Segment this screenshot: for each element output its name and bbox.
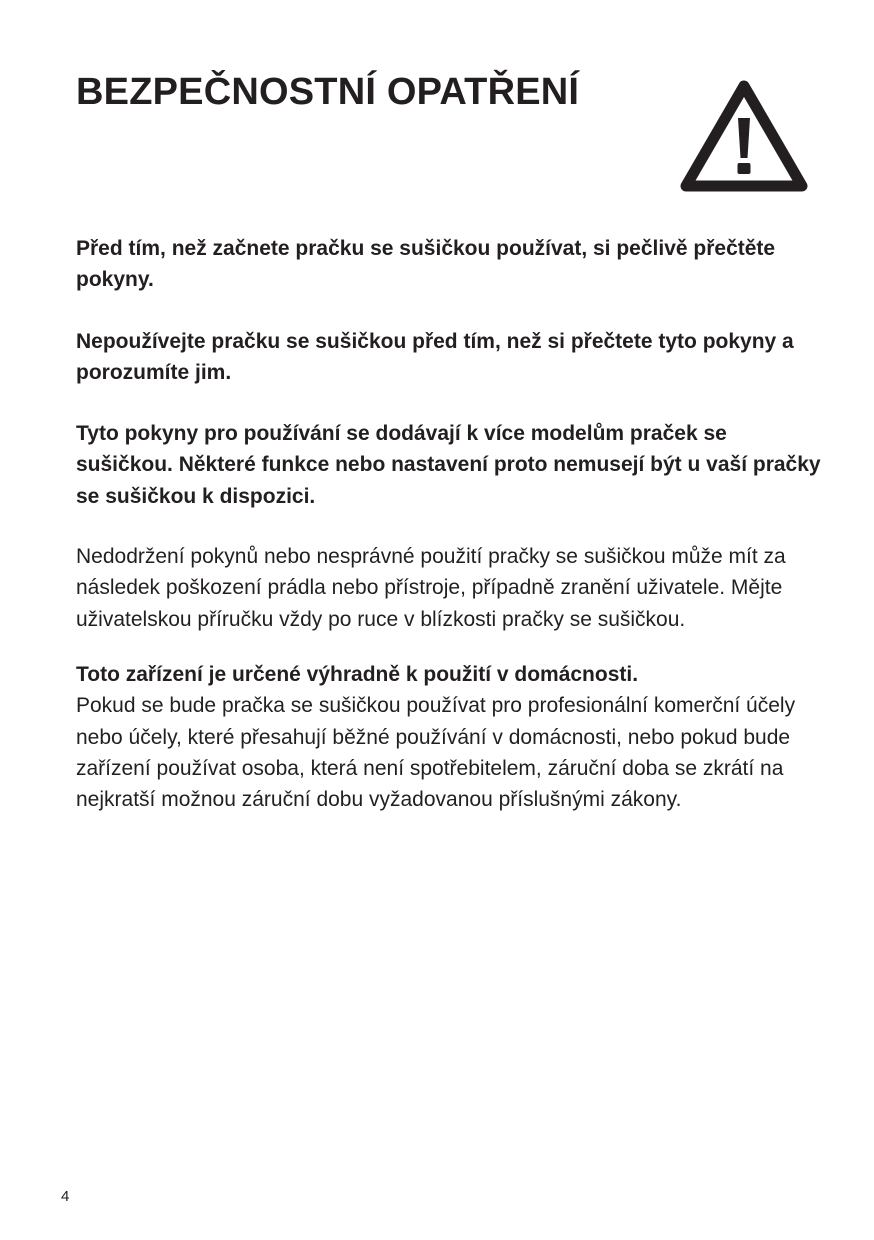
- body-content: [76, 233, 821, 815]
- household-body: Pokud se bude pračka se sušičkou používat pro profesionální komerční účely nebo účely, které přesahují běžné používání v domácnosti, nebo pokud bude zařízení používat osoba, která není spotřebitelem, záruční doba se zkrátí na nejkratší možnou záruční dobu vyžadovanou příslušnými zákony.: [76, 694, 796, 812]
- page-number: 4: [61, 1188, 70, 1205]
- paragraph-do-not-use: Nepoužívejte pračku se sušičkou před tím, než si přečtete tyto pokyny a porozumíte jim.: [76, 329, 794, 384]
- paragraph-noncompliance: Nedodržení pokynů nebo nesprávné použití pračky se sušičkou může mít za následek poškození prádla nebo přístroje, případně zranění uživatele. Mějte uživatelskou příručku vždy po ruce v blízkosti pračky se sušičkou.: [76, 545, 786, 631]
- warning-triangle-icon: [676, 74, 812, 196]
- paragraph-multiple-models: Tyto pokyny pro používání se dodávají k více modelům praček se sušičkou. Některé funkce nebo nastavení proto nemusejí být u vaší pračky se sušičkou k dispozici.: [76, 422, 821, 508]
- page-title: BEZPEČNOSTNÍ OPATŘENÍ: [76, 71, 580, 113]
- paragraph-household-use: [76, 659, 821, 815]
- paragraph-read-instructions: Před tím, než začnete pračku se sušičkou používat, si pečlivě přečtěte pokyny.: [76, 237, 776, 292]
- household-lead: Toto zařízení je určené výhradně k použití v domácnosti.: [76, 662, 639, 686]
